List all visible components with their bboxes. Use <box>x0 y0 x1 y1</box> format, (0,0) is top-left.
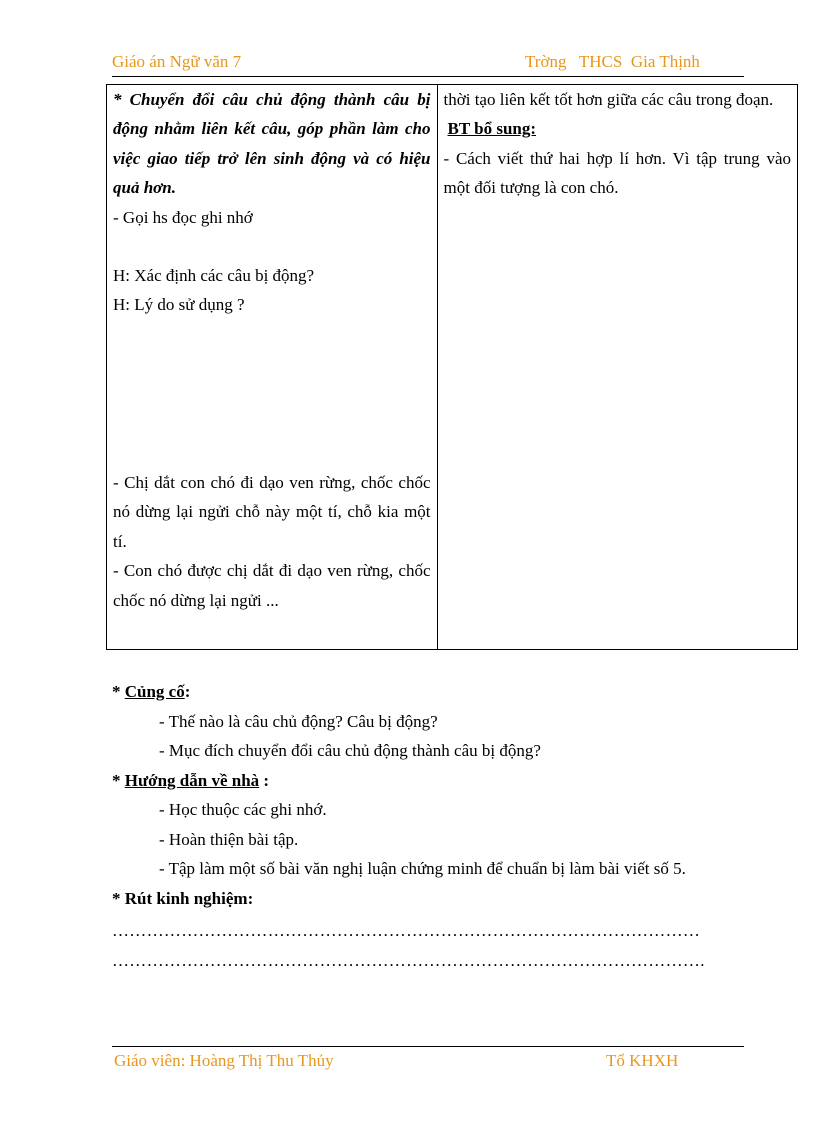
header-school: Trờng THCS Gia Thịnh <box>525 52 700 71</box>
dotted-line: ………………………………………………………………………………………… <box>112 921 701 940</box>
question-2: H: Lý do sử dụng ? <box>113 295 245 315</box>
table-left-cell <box>107 85 438 650</box>
consolidation-section: * Củng cố: - Thế nào là câu chủ động? Câu bị động? - Mục đích chuyển đổi câu chủ động thành câu bị động? * Hướng dẫn về nhà : - Học thuộc các ghi nhớ. - Hoàn thiện bài tập. - Tập làm một số bài văn nghị luận chứng minh để chuẩn bị làm bài viết số 5. * Rút kinh nghiệm: <box>112 677 772 913</box>
list-item: - Tập làm một số bài văn nghị luận chứng minh để chuẩn bị làm bài viết số 5. <box>159 859 686 878</box>
list-item: - Thế nào là câu chủ động? Câu bị động? <box>159 711 438 731</box>
read-instruction: - Gọi hs đọc ghi nhớ <box>113 207 253 227</box>
page-header <box>112 52 744 77</box>
extra-exercise-answer: - Cách viết thứ hai hợp lí hơn. Vì tập trung vào một đối tượng là con chó. <box>443 148 791 198</box>
example-active: - Chị dắt con chó đi dạo ven rừng, chốc chốc nó dừng lại ngửi chỗ này một tí, chỗ kia một tí. <box>113 473 431 551</box>
list-item: - Hoàn thiện bài tập. <box>159 829 299 849</box>
question-1: H: Xác định các câu bị động? <box>113 266 315 286</box>
page-footer <box>112 1046 744 1073</box>
consolidation-title: Củng cố <box>124 682 185 701</box>
example-passive: - Con chó được chị dắt đi dạo ven rừng, chốc chốc nó dừng lại ngửi ... <box>113 561 431 610</box>
header-subject: Giáo án Ngữ văn 7 <box>112 52 242 71</box>
footer-department: Tổ KHXH <box>606 1051 679 1070</box>
footer-teacher: Giáo viên: Hoàng Thị Thu Thủy <box>114 1051 334 1070</box>
answer-text: thời tạo liên kết tốt hơn giữa các câu trong đoạn. <box>443 90 774 109</box>
dotted-line: …………………………………………………………………………………………. <box>112 951 705 970</box>
list-item: - Mục đích chuyển đổi câu chủ động thành câu bị động? <box>159 741 541 760</box>
experience-title: * Rút kinh nghiệm: <box>112 888 254 908</box>
extra-exercise-label: BT bổ sung: <box>447 119 537 139</box>
homework-title: Hướng dẫn về nhà <box>124 770 260 790</box>
summary-note: * Chuyển đổi câu chủ động thành câu bị động nhằm liên kết câu, góp phần làm cho việc giao tiếp trở lên sinh động và có hiệu quả hơn. <box>113 90 431 198</box>
list-item: - Học thuộc các ghi nhớ. <box>159 800 327 819</box>
table-right-cell <box>437 85 797 650</box>
lesson-table <box>106 84 798 650</box>
